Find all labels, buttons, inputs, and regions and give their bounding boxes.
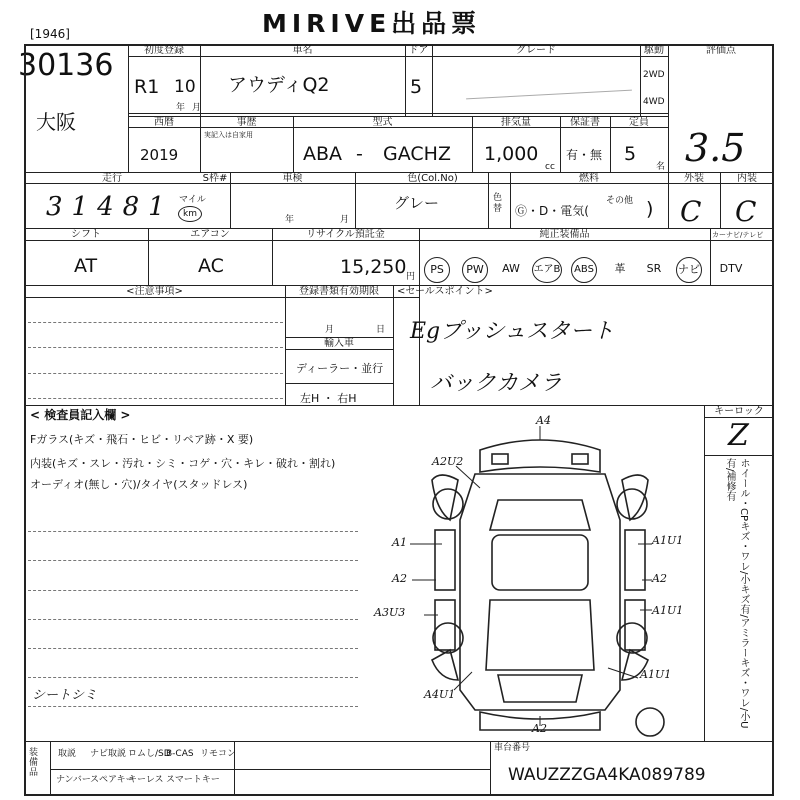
header-model: 型式 xyxy=(372,117,393,128)
header-displacement: 排気量 xyxy=(501,117,531,128)
damage-mark-rear: A2 xyxy=(532,722,547,735)
header-doors: ドア xyxy=(408,45,429,56)
header-tv: カーナビ/テレビ xyxy=(712,231,764,239)
header-odometer: S枠# xyxy=(202,173,228,184)
header-grade: グレード xyxy=(516,45,556,56)
car-name: アウディQ2 xyxy=(228,74,330,96)
header-chassis-no: 車台番号 xyxy=(494,743,531,753)
equip-pw: PW xyxy=(462,257,488,283)
header-inspection: 車検 xyxy=(282,173,303,184)
equip-number: ナンバー xyxy=(56,775,91,785)
header-aircon: エアコン xyxy=(190,229,230,240)
fuel-other: その他 xyxy=(606,196,634,206)
header-capacity: 定員 xyxy=(629,117,649,128)
header-exterior: 外装 xyxy=(684,173,704,184)
damage-mark-rear-right: A1U1 xyxy=(640,668,672,681)
damage-mark-front: A4 xyxy=(536,414,551,427)
import-handle: 左H ・ 右H xyxy=(300,392,357,405)
damage-mark-rear-left: A4U1 xyxy=(424,688,456,701)
equip-bcas: B-CAS xyxy=(166,749,194,759)
equip-remote: リモコン xyxy=(200,749,237,759)
equip-smart-key: スマートキー xyxy=(166,775,220,785)
header-first-reg: 初度登録 xyxy=(144,45,184,56)
mileage-value: 31481 xyxy=(46,192,174,222)
import-dealer: ディーラー・並行 xyxy=(296,362,384,375)
equip-manual: 取説 xyxy=(58,749,77,759)
fuel-options: Ⓖ・D・電気( xyxy=(515,204,589,218)
header-key-lock: キーロック xyxy=(714,406,764,417)
mileage-unit: km xyxy=(178,206,202,222)
equip-dtv: DTV xyxy=(719,262,743,275)
model-code: GACHZ xyxy=(383,143,451,165)
equip-keyless: キーレス xyxy=(128,775,164,785)
drive-4wd: 4WD xyxy=(643,97,665,107)
displacement-value: 1,000 xyxy=(484,143,539,165)
history-note: 実記入は自家用 xyxy=(204,131,253,139)
interior-grade: C xyxy=(735,195,757,228)
key-lock-value: Z xyxy=(728,418,749,453)
header-notes: <注意事項> xyxy=(126,286,183,297)
equip-ps: PS xyxy=(424,257,450,283)
first-reg-month: 10 xyxy=(174,77,196,97)
header-reg-expiry: 登録書類有効期限 xyxy=(299,286,379,297)
damage-mark-left-rear-door: A2 xyxy=(392,572,407,585)
shift-value: AT xyxy=(74,255,98,277)
header-other-equipment: 装備品 xyxy=(29,748,39,778)
displacement-unit: cc xyxy=(545,162,555,172)
header-import: 輸入車 xyxy=(324,338,354,349)
damage-mark-left-quarter: A3U3 xyxy=(374,606,406,619)
inspector-line-3: オーディオ(無し・穴)/タイヤ(スタッドレス) xyxy=(30,478,248,491)
first-reg-era: R1 xyxy=(134,76,160,98)
equip-sunroof: SR xyxy=(646,262,662,275)
equip-leather: 革 xyxy=(614,262,626,275)
fuel-close: ) xyxy=(646,198,654,220)
capacity-value: 5 xyxy=(624,143,637,165)
header-interior: 内装 xyxy=(737,173,757,184)
lot-code: [1946] xyxy=(30,27,70,41)
equip-airbag: エアB xyxy=(532,257,562,283)
recycle-amount: 15,250 xyxy=(340,256,407,278)
equip-aw: AW xyxy=(502,262,520,275)
equip-spare-key: スペアキー xyxy=(90,775,135,785)
header-inspector-notes: < 検査員記入欄 > xyxy=(30,408,131,422)
damage-mark-left-door: A1 xyxy=(392,536,407,549)
model-year: 2019 xyxy=(140,146,179,164)
sales-point-2: バックカメラ xyxy=(430,371,563,396)
color-change-label: 色替 xyxy=(493,193,503,214)
header-sales-points: <セールスポイント> xyxy=(397,286,493,297)
month-unit: 月 xyxy=(192,103,202,113)
sales-point-1: Egプッシュスタート xyxy=(410,319,615,344)
header-fuel: 燃料 xyxy=(579,173,599,184)
header-equipment: 純正装備品 xyxy=(539,229,590,240)
header-drive: 駆動 xyxy=(644,45,664,56)
equip-abs: ABS xyxy=(571,257,597,283)
header-score: 評価点 xyxy=(706,45,736,56)
reg-expiry-month: 月 xyxy=(325,325,335,335)
inspector-line-2: 内装(キズ・スレ・汚れ・シミ・コゲ・穴・キレ・破れ・割れ) xyxy=(30,457,336,470)
score-value: 3.5 xyxy=(685,126,746,170)
equip-rom-sd: ロムし/SD xyxy=(128,749,171,759)
damage-mark-front-left: A2U2 xyxy=(432,455,464,468)
damage-mark-right-rear-door: A2 xyxy=(652,572,667,585)
model-prefix: ABA xyxy=(303,143,343,165)
header-history: 事歴 xyxy=(236,117,257,128)
inspection-month: 月 xyxy=(340,215,350,225)
header-shift: シフト xyxy=(71,229,101,240)
drive-2wd: 2WD xyxy=(643,70,665,80)
venue: 大阪 xyxy=(36,110,76,134)
header-recycle: リサイクル預託金 xyxy=(306,229,385,240)
recycle-unit: 円 xyxy=(406,272,416,282)
doors-value: 5 xyxy=(410,76,423,98)
inspector-hand-note: シートシミ xyxy=(32,688,98,703)
equip-navi: ナビ xyxy=(676,257,702,283)
mileage-alt-unit: マイル xyxy=(179,195,206,205)
page-title: MIRIVE出品票 xyxy=(262,9,482,38)
color-value: グレー xyxy=(394,194,440,212)
header-color: 色(Col.No) xyxy=(407,173,458,184)
inspector-line-1: Fガラス(キズ・飛石・ヒビ・リペア跡・X 要) xyxy=(30,433,254,446)
capacity-unit: 名 xyxy=(656,162,666,172)
chassis-number: WAUZZZGA4KA089789 xyxy=(508,765,706,785)
damage-mark-right-door: A1U1 xyxy=(652,534,684,547)
header-warranty: 保証書 xyxy=(570,117,600,128)
equip-navi-manual: ナビ取説 xyxy=(90,749,127,759)
year-unit: 年 xyxy=(176,103,186,113)
inspection-year: 年 xyxy=(285,215,295,225)
side-note: ホイール・CPキズ・ワレ/小キズ有/アミラーキズ・ワレ/小U有/補修有 xyxy=(724,458,749,729)
exterior-grade: C xyxy=(680,195,702,228)
lot-number: 30136 xyxy=(18,48,114,83)
reg-expiry-day: 日 xyxy=(376,325,386,335)
aircon-value: AC xyxy=(198,255,224,277)
warranty-value: 有・無 xyxy=(566,148,603,162)
header-model-year: 西暦 xyxy=(154,117,174,128)
header-mileage: 走行 xyxy=(102,173,122,184)
damage-mark-right-quarter: A1U1 xyxy=(652,604,684,617)
header-car-name: 車名 xyxy=(292,45,313,56)
